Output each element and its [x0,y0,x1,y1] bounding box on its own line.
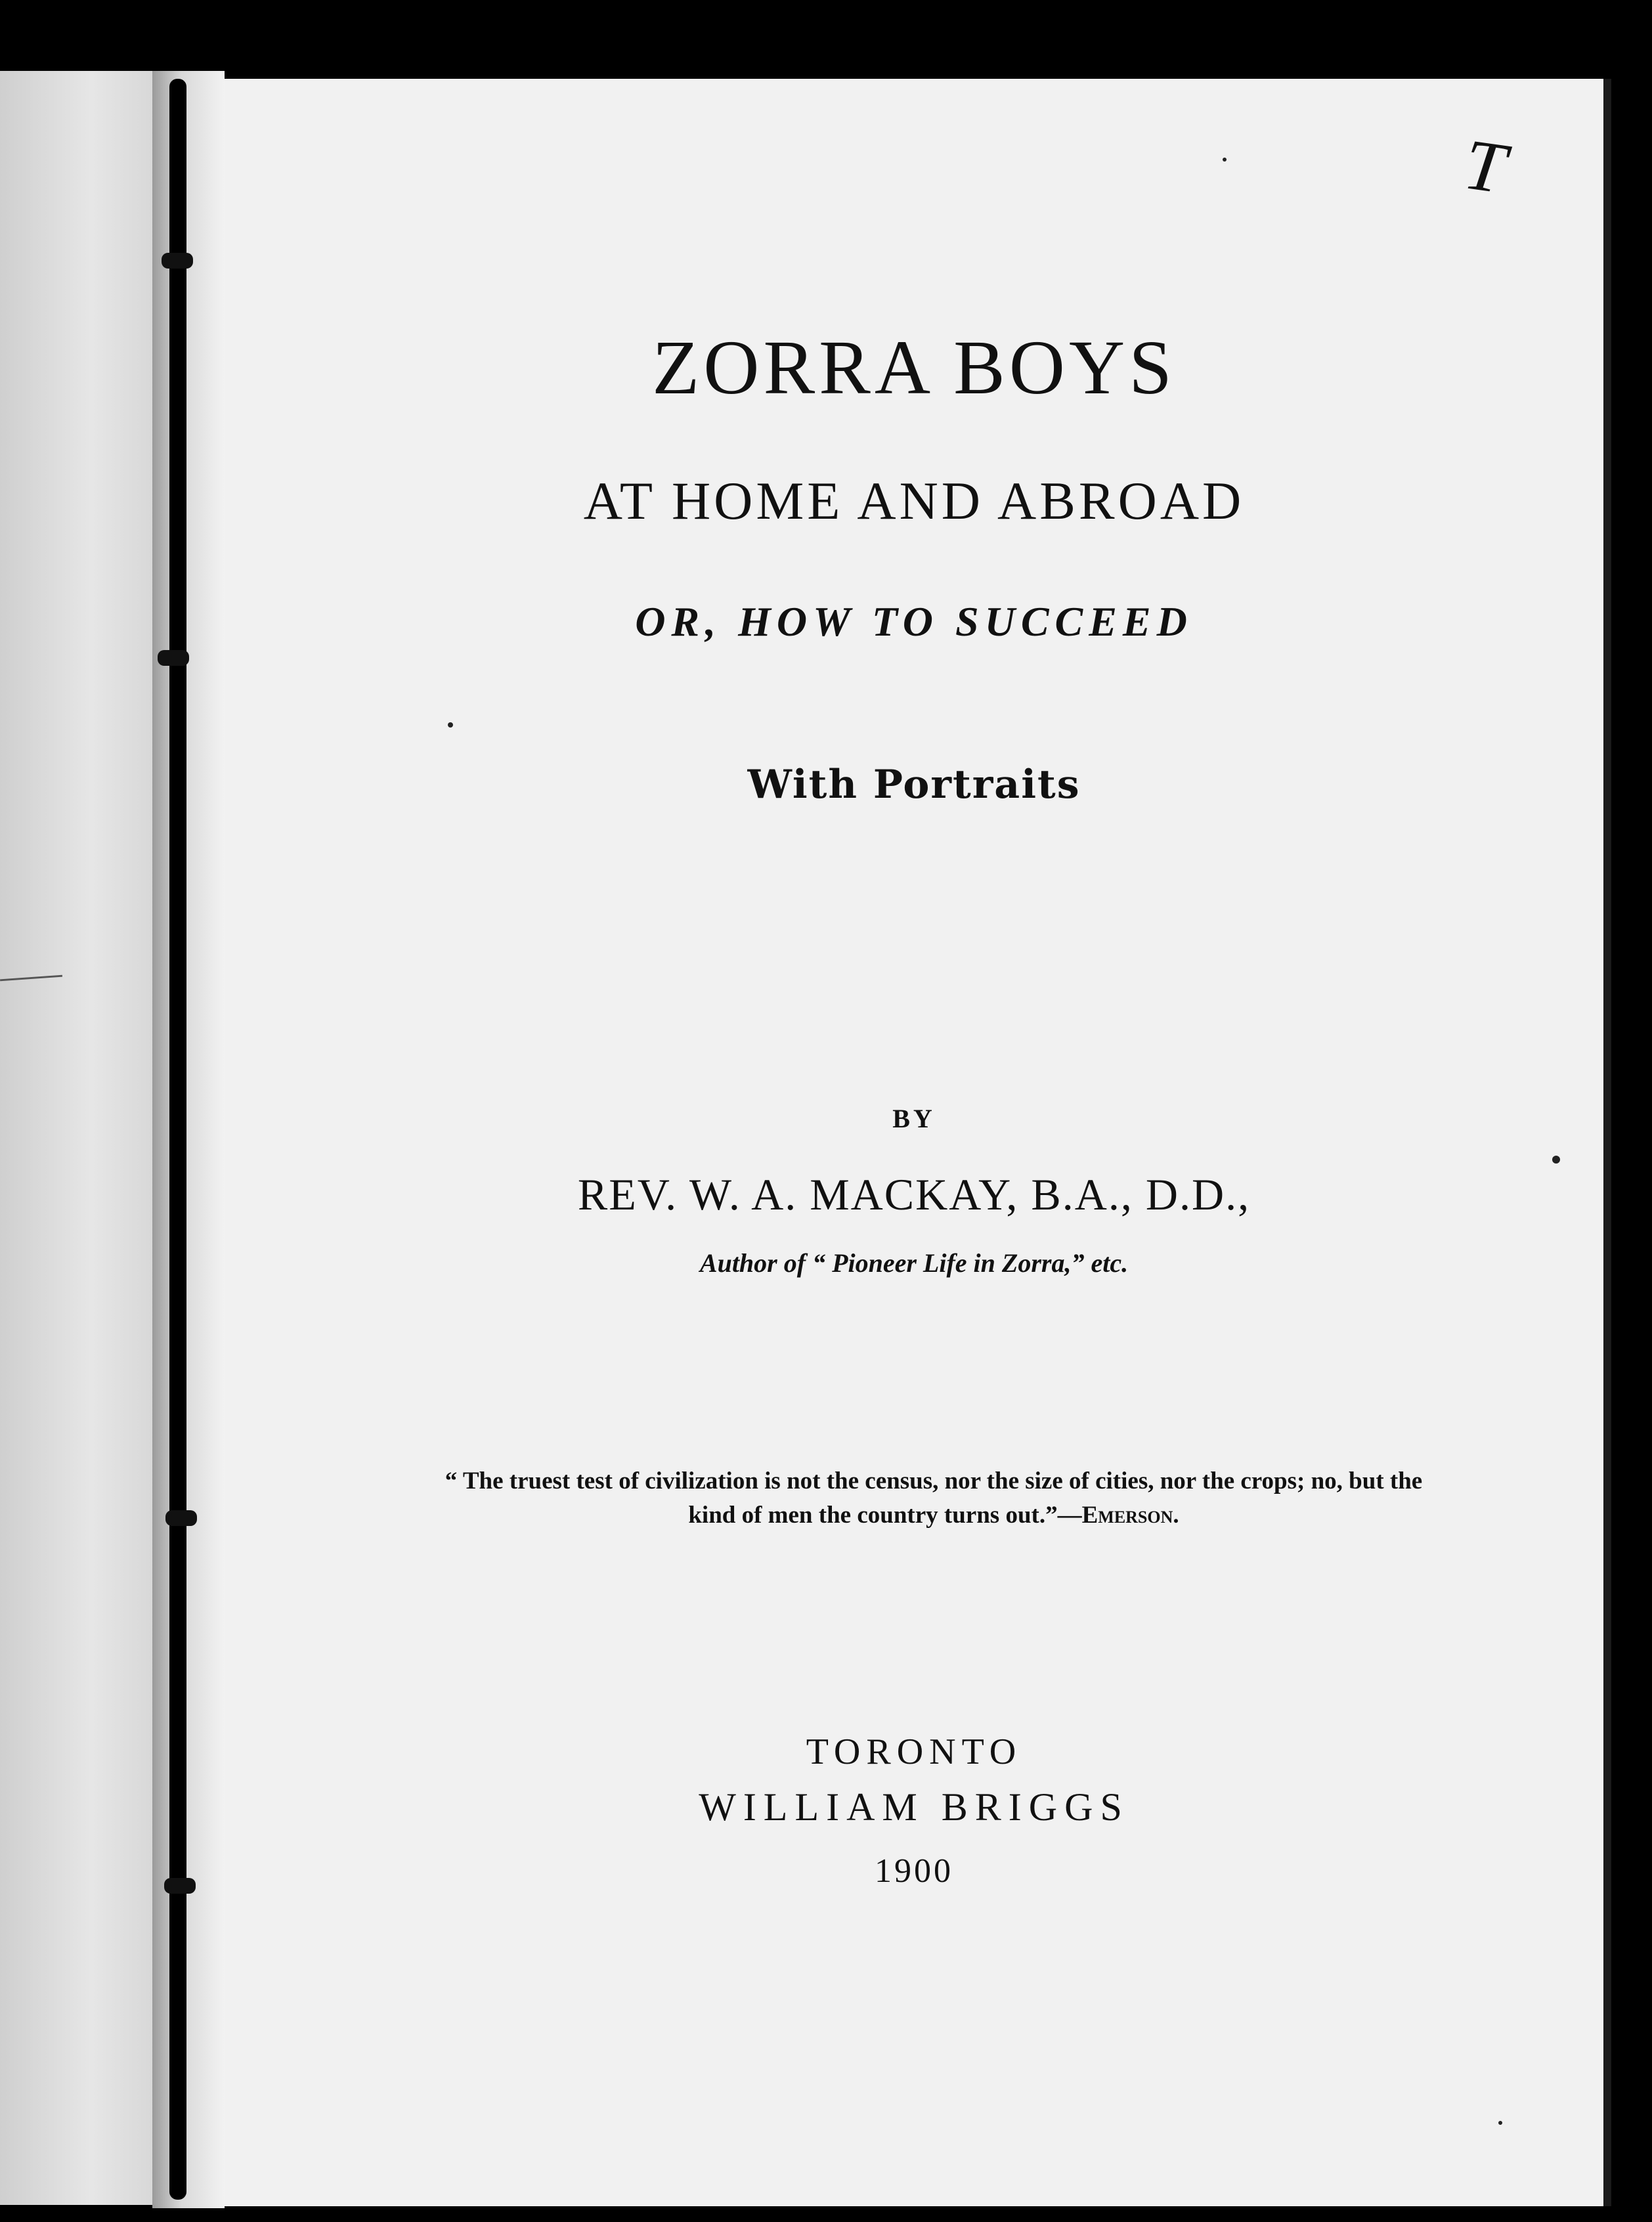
title-page [225,79,1611,2206]
binding-knot [158,650,189,666]
author-note: Author of “ Pioneer Life in Zorra,” etc. [699,1248,1129,1278]
binding-knot [162,253,193,269]
speck [448,722,453,728]
portraits-note: With Portraits [747,762,1081,808]
speck [1223,158,1227,162]
binding-knot [164,1878,196,1894]
speck [1552,1156,1560,1164]
book-tagline: OR, HOW TO SUCCEED [635,598,1193,645]
publisher-name: WILLIAM BRIGGS [699,1785,1129,1829]
book-title: ZORRA BOYS [652,324,1176,410]
book-subtitle: AT HOME AND ABROAD [583,471,1245,531]
author-name: REV. W. A. MACKAY, B.A., D.D., [577,1169,1251,1219]
previous-leaf [0,71,152,2205]
epigraph-text: “ The truest test of civilization is not the census, nor the size of cities, nor the crops; no, but the kind of men the country turns out.”— [445,1468,1423,1529]
speck [1498,2121,1502,2125]
publication-year: 1900 [875,1852,953,1890]
epigraph-attribution: Emerson. [1081,1502,1179,1529]
leaf-mark [0,975,62,982]
corner-mark: T [1459,123,1511,209]
by-label: BY [892,1104,936,1133]
binding-knot [165,1510,197,1526]
publisher-city: TORONTO [806,1732,1022,1772]
epigraph [422,1464,1446,1533]
